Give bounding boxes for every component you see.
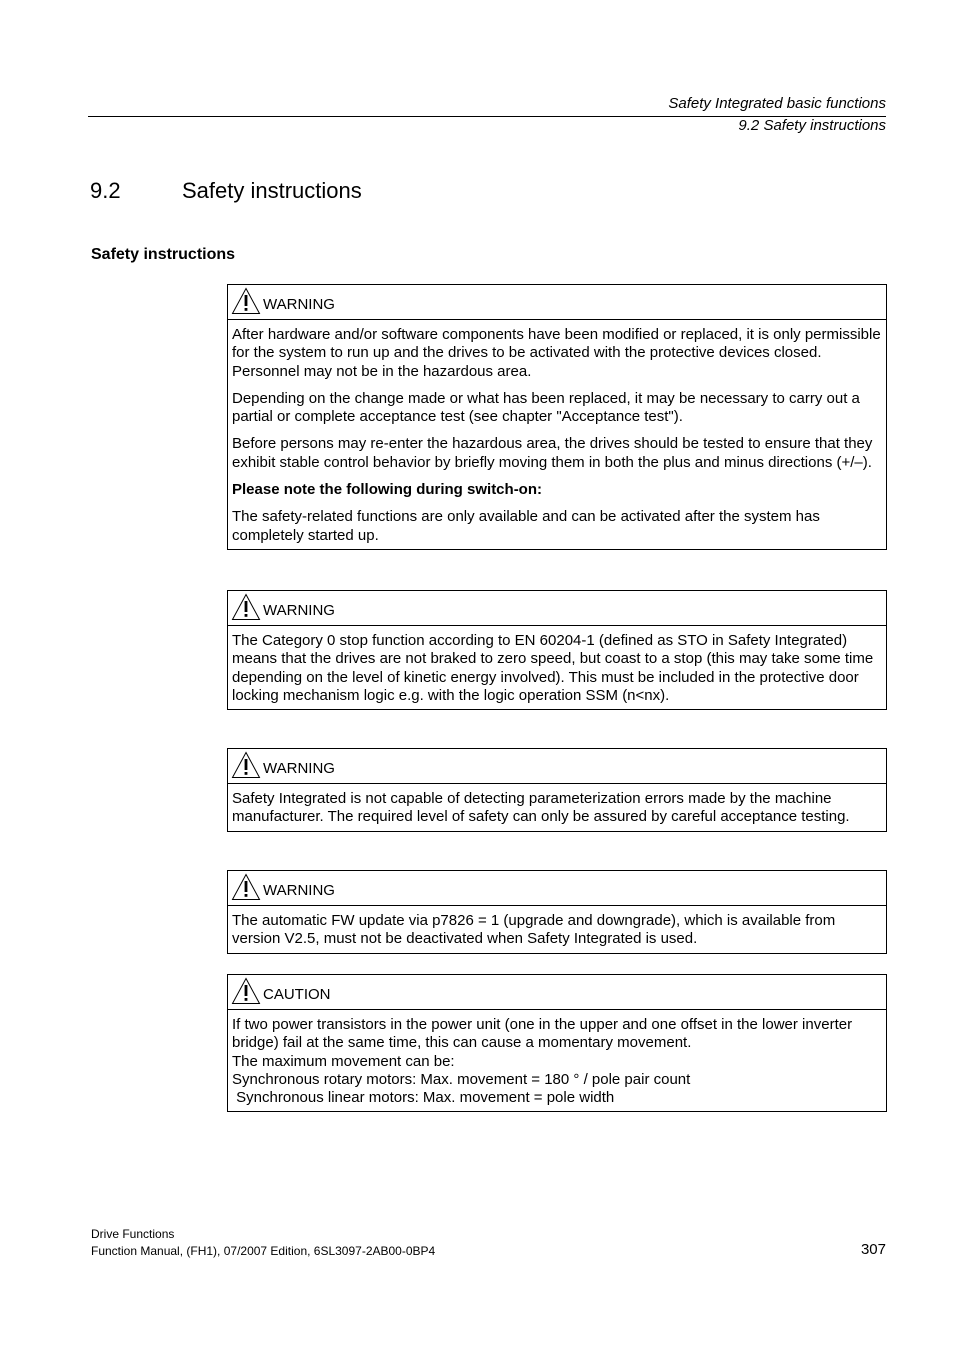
warning-triangle-icon	[231, 873, 261, 901]
notice-label: WARNING	[263, 760, 335, 777]
notice-paragraph: The maximum movement can be:	[232, 1052, 455, 1070]
notice-header	[228, 871, 886, 906]
subheading: Safety instructions	[91, 246, 236, 263]
warning-triangle-icon	[231, 593, 261, 621]
warning-triangle-icon	[231, 287, 261, 315]
notice-header	[228, 591, 886, 626]
notice-label: CAUTION	[263, 986, 331, 1003]
notice-paragraph: After hardware and/or software components have been modified or replaced, it is only permissible for the system to run up and the drives to be activated with the protective devices closed. Personnel may not be in the hazardous area.	[232, 326, 881, 380]
notice-paragraph: Synchronous linear motors: Max. movement = pole width	[232, 1089, 615, 1107]
notice-header	[228, 285, 886, 320]
notice-paragraph-bold: Please note the following during switch-on:	[232, 481, 543, 499]
section-title: Safety instructions	[182, 178, 362, 203]
notice-paragraph: The automatic FW update via p7826 = 1 (upgrade and downgrade), which is available from version V2.5, must not be deactivated when Safety Integrated is used.	[232, 912, 836, 948]
notice-label: WARNING	[263, 882, 335, 899]
section-number: 9.2	[90, 178, 121, 203]
warning-notice-4	[227, 870, 887, 954]
notice-label: WARNING	[263, 602, 335, 619]
notice-body	[228, 320, 886, 549]
notice-paragraph: If two power transistors in the power unit (one in the upper and one offset in the lower inverter bridge) fail at the same time, this can cause a momentary movement.	[232, 1016, 853, 1052]
footer-title: Drive Functions	[91, 1227, 175, 1241]
footer-edition: Function Manual, (FH1), 07/2007 Edition, 6SL3097-2AB00-0BP4	[91, 1244, 436, 1258]
notice-paragraph: Synchronous rotary motors: Max. movement = 180 ° / pole pair count	[232, 1070, 691, 1088]
warning-notice-1	[227, 284, 887, 550]
caution-notice	[227, 974, 887, 1112]
notice-paragraph: The safety-related functions are only available and can be activated after the system has completely started up.	[232, 508, 820, 544]
notice-body	[228, 626, 886, 709]
notice-paragraph: Before persons may re-enter the hazardous area, the drives should be tested to ensure that they exhibit stable control behavior by briefly moving them in both the plus and minus directions (+/–).	[232, 435, 873, 471]
notice-body	[228, 1010, 886, 1111]
notice-paragraph: Safety Integrated is not capable of detecting parameterization errors made by the machine manufacturer. The required level of safety can only be assured by careful acceptance testing.	[232, 790, 850, 826]
notice-body	[228, 784, 886, 831]
warning-notice-2	[227, 590, 887, 710]
notice-header	[228, 975, 886, 1010]
warning-triangle-icon	[231, 977, 261, 1005]
running-header-section: 9.2 Safety instructions	[738, 117, 886, 134]
notice-paragraph: Depending on the change made or what has been replaced, it may be necessary to carry out a partial or complete acceptance test (see chapter "Acceptance test").	[232, 389, 860, 426]
notice-header	[228, 749, 886, 784]
notice-paragraph: The Category 0 stop function according to EN 60204-1 (defined as STO in Safety Integrated) means that the drives are not braked to zero speed, but coast to a stop (this may take some time depending on the level of kinetic energy involved). This must be included in the protective door locking mechanism logic e.g. with the logic operation SSM (n<nx).	[232, 632, 874, 704]
running-header-chapter: Safety Integrated basic functions	[668, 95, 886, 112]
notice-label: WARNING	[263, 296, 335, 313]
warning-triangle-icon	[231, 751, 261, 779]
warning-notice-3	[227, 748, 887, 832]
notice-body	[228, 906, 886, 953]
page-number: 307	[860, 1241, 886, 1258]
